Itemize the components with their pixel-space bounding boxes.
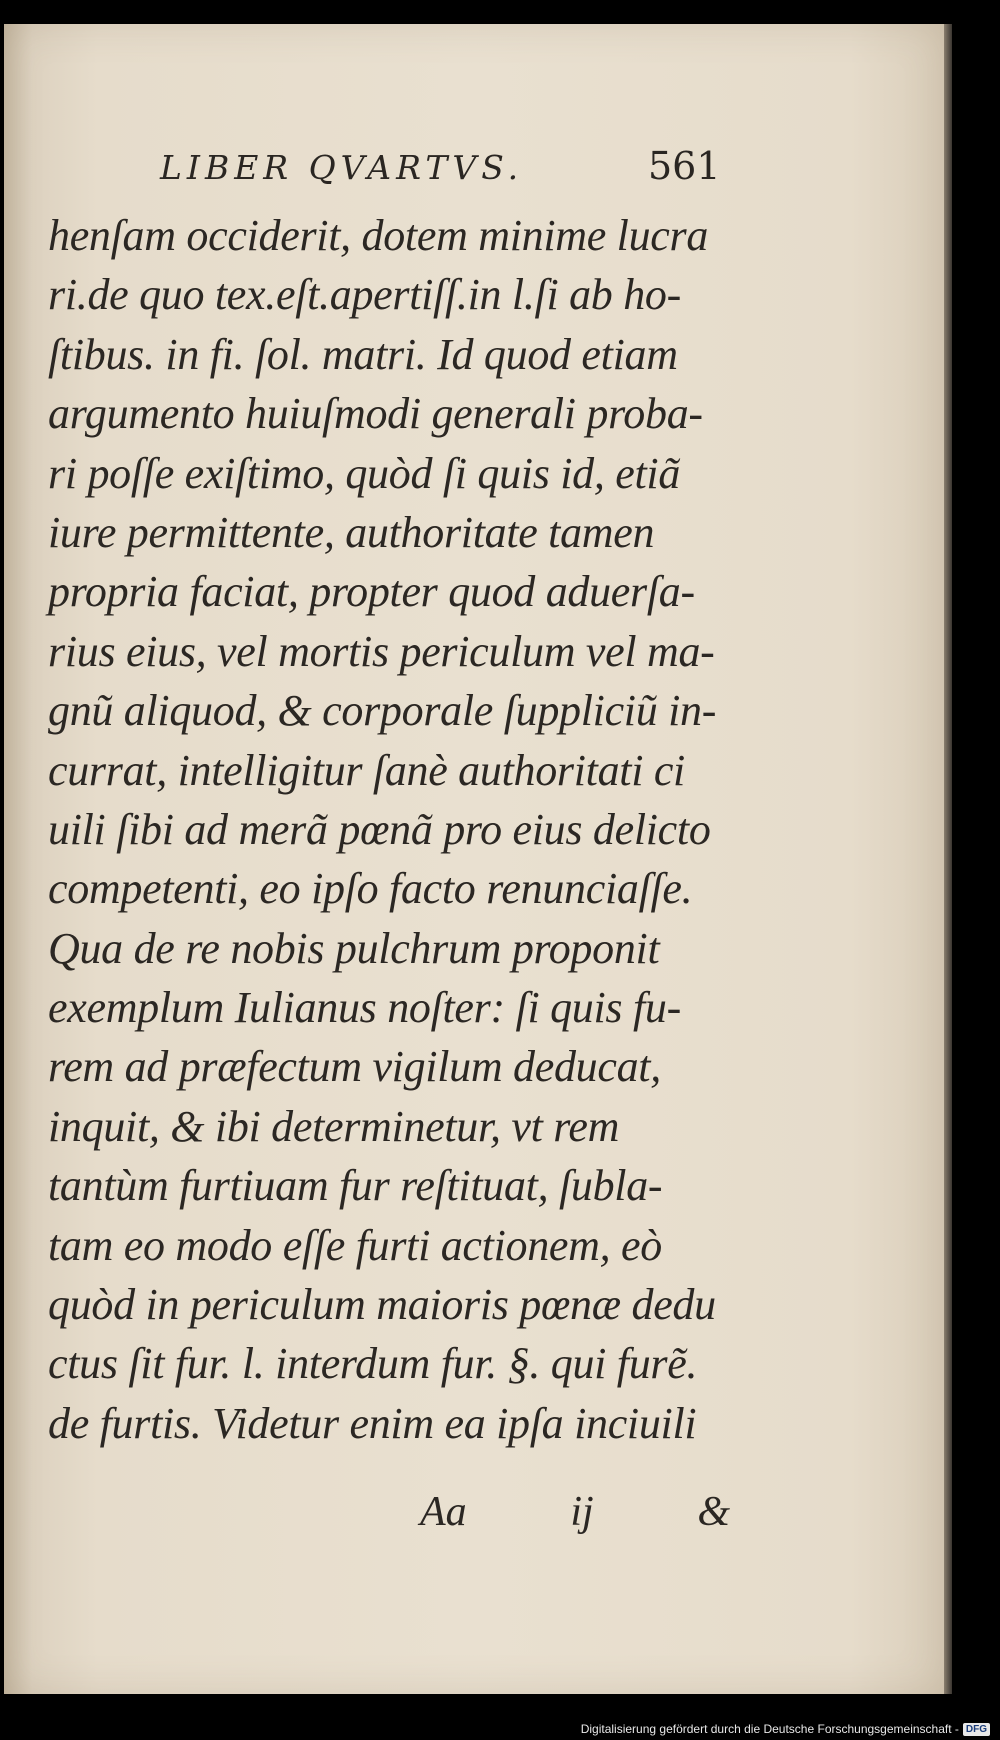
text-line: de furtis. Videtur enim ea ipſa inciuili bbox=[48, 1398, 697, 1448]
credit-text: Digitalisierung gefördert durch die Deutsche Forschungsgemeinschaft - bbox=[580, 1722, 959, 1736]
text-line: rem ad præfectum vigilum deducat, bbox=[48, 1042, 661, 1092]
running-header: LIBER QVARTVS. bbox=[160, 148, 524, 187]
text-line: ri poſſe exiſtimo, quòd ſi quis id, etiã bbox=[48, 448, 681, 498]
text-line: rius eius, vel mortis periculum vel ma‑ bbox=[48, 626, 715, 676]
page-number: 561 bbox=[648, 144, 721, 188]
text-line: ri.de quo tex.eſt.apertiſſ.in l.ſi ab ho‑ bbox=[48, 270, 681, 320]
signature-number: ij bbox=[570, 1489, 594, 1535]
dfg-logo: DFG bbox=[963, 1723, 990, 1736]
text-line: argumento huiuſmodi generali proba‑ bbox=[48, 389, 703, 439]
text-line: quòd in periculum maioris pœnæ dedu bbox=[48, 1280, 716, 1330]
text-block bbox=[48, 206, 728, 1453]
text-line: uili ſibi ad merã pœnã pro eius delicto bbox=[48, 804, 711, 854]
text-line: ctus ſit fur. l. interdum fur. §. qui furẽ. bbox=[48, 1339, 698, 1389]
text-line: currat, intelligitur ſanè authoritati ci bbox=[48, 745, 685, 795]
text-line: gnũ aliquod, & corporale ſuppliciũ in‑ bbox=[48, 686, 717, 736]
text-line: tantùm furtiuam fur reſtituat, ſubla‑ bbox=[48, 1161, 663, 1211]
text-line: Qua de re nobis pulchrum proponit bbox=[48, 923, 660, 973]
page-edge bbox=[944, 24, 952, 1694]
text-line: competenti, eo ipſo facto renunciaſſe. bbox=[48, 864, 693, 914]
text-line: tam eo modo eſſe furti actionem, eò bbox=[48, 1220, 662, 1270]
text-line: inquit, & ibi determinetur, vt rem bbox=[48, 1101, 620, 1151]
text-line: henſam occiderit, dotem minime lucra bbox=[48, 211, 709, 260]
text-line: ſtibus. in fi. ſol. matri. Id quod etiam bbox=[48, 329, 678, 379]
text-line: propria faciat, propter quod aduerſa‑ bbox=[48, 567, 695, 617]
signature-line bbox=[420, 1488, 730, 1536]
catchword: & bbox=[697, 1489, 730, 1535]
text-line: exemplum Iulianus noſter: ſi quis fu‑ bbox=[48, 983, 681, 1033]
digitization-credit bbox=[581, 1722, 990, 1736]
signature-mark: Aa bbox=[420, 1489, 467, 1535]
text-line: iure permittente, authoritate tamen bbox=[48, 507, 655, 557]
